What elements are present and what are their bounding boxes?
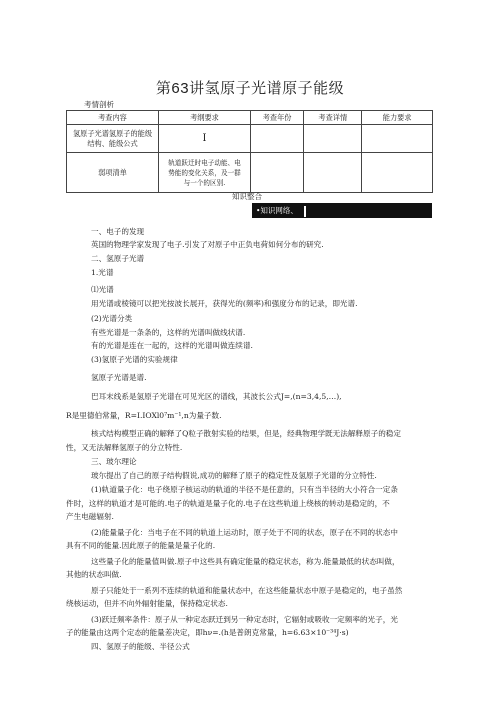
cursor-icon <box>304 206 306 217</box>
table-cell <box>304 125 362 153</box>
paragraph-line: 这些量子化的能量值叫做.原子中这些具有确定能量的稳定状态，称为.能量最低的状态叫做， <box>91 557 400 566</box>
table-cell-line: 氢原子光谱氢原子的能级 <box>72 128 153 138</box>
paragraph-line: 子的能量由这两个定态的能量差决定，即hν=.(h是普朗克常量，h=6.63×10⁻³⁴J·s) <box>66 628 349 637</box>
table-cell <box>159 153 251 193</box>
page-title: 第63讲氢原子光谱原子能级 <box>155 80 345 97</box>
paragraph-line: (1)轨道量子化：电子绕原子核运动的轨道的半径不是任意的，只有当半径的大小符合一定条 <box>91 485 398 494</box>
table-cell <box>67 125 159 153</box>
table-cell-line: 与一个的区别. <box>183 178 226 187</box>
subsection-heading: 1.光谱 <box>91 268 114 277</box>
paragraph-line: 件时，这样的轨道才是可能的.电子的轨道是量子化的.电子在这些轨道上绕核的转动是稳定的，不 <box>66 499 390 508</box>
table-header-cell: 能力要求 <box>362 111 433 125</box>
table-cell <box>362 153 433 193</box>
paragraph-line: 有的光谱是连在一起的，这样的光谱叫做连续谱. <box>91 341 253 350</box>
paragraph-line: 氢原子光谱是谱. <box>91 373 147 382</box>
knowledge-label: 知识整合 <box>232 192 262 201</box>
table-row <box>67 125 433 153</box>
paragraph-line: (2)能量量子化：当电子在不同的轨道上运动时，原子处于不同的状态，原子在不同的状态中 <box>91 528 398 537</box>
section-heading: 三、玻尔理论 <box>91 457 137 466</box>
paragraph-line: 其他的状态叫做. <box>66 570 122 579</box>
paragraph-line: (3)跃迁频率条件：原子从一种定态跃迁到另一种定态时，它辐射或吸收一定频率的光子，光 <box>91 615 398 624</box>
paragraph-line: 绕核运动，但并不向外辐射能量，保持稳定状态. <box>66 599 228 608</box>
paragraph-line: 产生电磁辐射. <box>66 512 114 521</box>
paragraph-line: 用光谱或棱镜可以把光按波长展开，获得光的(频率)和强度分布的记录，即光谱. <box>91 299 358 308</box>
exam-analysis-label: 考情剖析 <box>84 100 114 109</box>
table-cell-line: 轨道跃迁时电子动能、电 <box>168 158 241 167</box>
paragraph-line: 具有不同的能量.因此原子的能量是量子化的. <box>66 541 216 550</box>
table-header-cell: 考纲要求 <box>159 111 251 125</box>
table-cell-line: 结构、能级公式 <box>87 138 138 148</box>
table-cell <box>250 125 303 153</box>
table-header-cell: 考查详情 <box>304 111 362 125</box>
section-heading: 二、氢原子光谱 <box>91 254 145 263</box>
table-cell: I <box>159 125 251 153</box>
table-header-cell: 考查内容 <box>67 111 159 125</box>
table-row <box>67 153 433 193</box>
paragraph-line: 核式结构模型正确的解释了Q粒子散射实验的结果，但是，经典物理学既无法解释原子的稳定 <box>91 429 401 438</box>
paragraph-line: R是里德伯常量，R=I.IOXl0⁷m⁻¹,n为量子数. <box>66 411 222 420</box>
exam-analysis-table <box>66 110 433 193</box>
subsection-heading: ⑴光谱 <box>91 285 114 294</box>
paragraph-line: 原子只能处于一系列不连续的轨道和能量状态中，在这些能量状态中原子是稳定的，电子虽然 <box>91 586 403 595</box>
paragraph-line: 玻尔提出了自己的原子结构假说,成功的解释了原子的稳定性及氢原子光谱的分立特性. <box>91 471 377 480</box>
table-cell <box>304 153 362 193</box>
section-heading: 四、氢原子的能级、半径公式 <box>91 642 190 651</box>
subsection-heading: (2)光谱分类 <box>91 314 133 323</box>
knowledge-network-label: •知识网络、 <box>256 206 298 215</box>
paragraph-line: 有些光谱是一条条的，这样的光谱叫做线状谱. <box>91 328 246 337</box>
table-cell <box>362 125 433 153</box>
table-header-cell: 考查年份 <box>250 111 303 125</box>
paragraph-line: 性，又无法解释氢原子的分立特性. <box>66 443 183 452</box>
table-header-row <box>67 111 433 125</box>
paragraph-line: 英国的物理学家发现了电子.引发了对原子中正负电荷如何分布的研究. <box>91 240 324 249</box>
table-cell-line: 势能的变化关系，及一群 <box>168 168 241 177</box>
table-cell <box>250 153 303 193</box>
knowledge-network-bar <box>252 203 432 218</box>
subsection-heading: (3)氢原子光谱的实验规律 <box>91 355 178 364</box>
table-cell: 弱项清单 <box>67 153 159 193</box>
section-heading: 一、电子的发现 <box>91 227 145 236</box>
paragraph-line: 巴耳末线系是氢原子光谱在可见光区的谱线，其波长公式J=,(n=3,4,5,…), <box>91 392 342 401</box>
